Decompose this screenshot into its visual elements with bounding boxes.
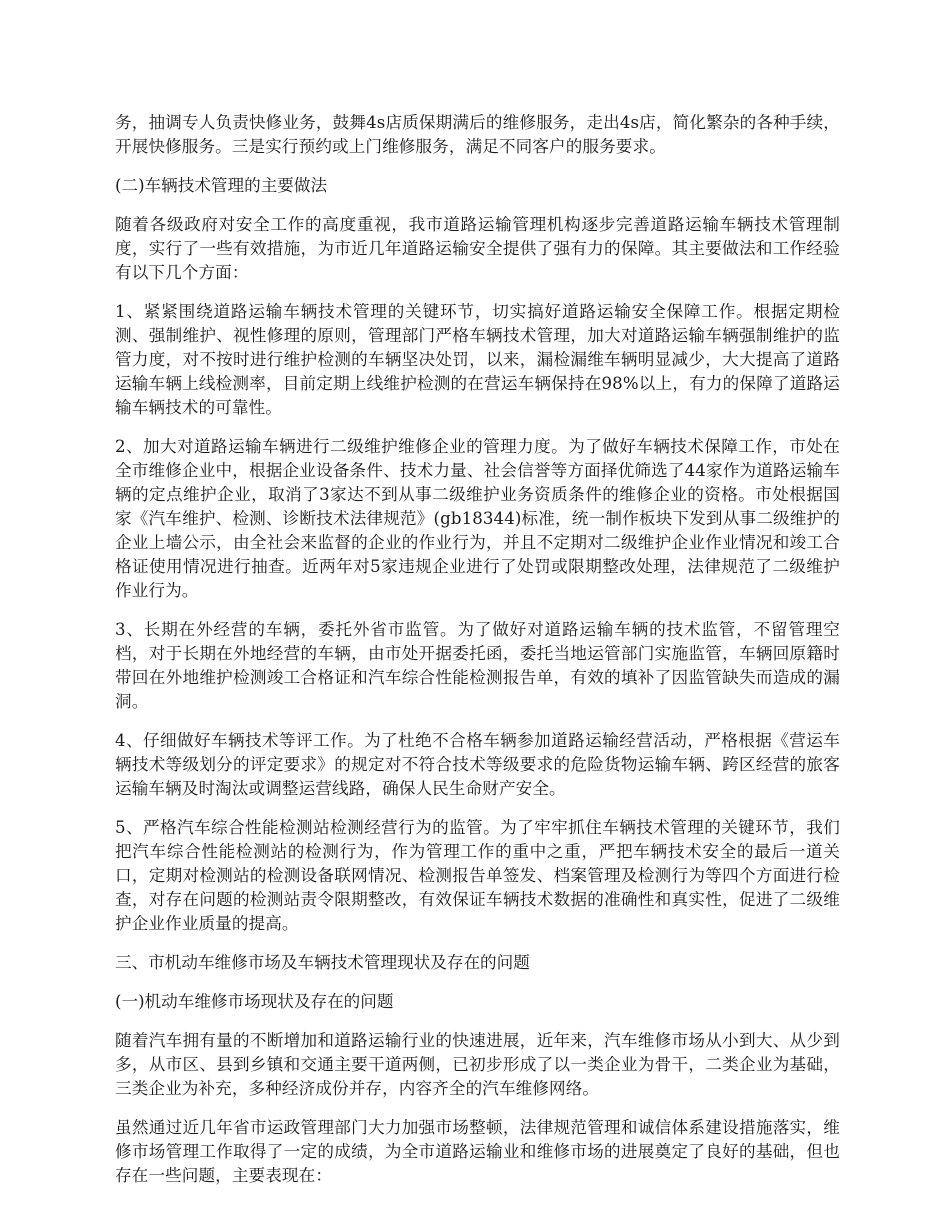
document-page [115, 111, 840, 1203]
section-heading-vehicle-tech-management: (二)车辆技术管理的主要做法 [115, 176, 328, 195]
paragraph-market-status: 随着汽车拥有量的不断增加和道路运输行业的快速进展，近年来，汽车维修市场从小到大、从少到多，从市区、县到乡镇和交通主要干道两侧，已初步形成了以一类企业为骨干，二类企业为基础，三类企业为补充，多种经济成份并存，内容齐全的汽车维修网络。 [115, 1031, 840, 1098]
paragraph-item-3: 3、长期在外经营的车辆，委托外省市监管。为了做好对道路运输车辆的技术监管，不留管理空档，对于长期在外地经营的车辆，由市处开据委托函，委托当地运管部门实施监管，车辆回原籍时带回在外地维护检测竣工合格证和汽车综合性能检测报告单，有效的填补了因监管缺失而造成的漏洞。 [115, 620, 840, 711]
paragraph-overview: 随着各级政府对安全工作的高度重视，我市道路运输管理机构逐步完善道路运输车辆技术管理制度，实行了一些有效措施，为市近几年道路运输安全提供了强有力的保障。其主要做法和工作经验有以下几个方面： [115, 215, 840, 282]
paragraph-item-5: 5、严格汽车综合性能检测站检测经营行为的监管。为了牢牢抓住车辆技术管理的关键环节，我们把汽车综合性能检测站的检测行为，作为管理工作的重中之重，严把车辆技术安全的最后一道关口，定期对检测站的检测设备联网情况、检测报告单签发、档案管理及检测行为等四个方面进行检查，对存在问题的检测站责令限期整改，有效保证车辆技术数据的准确性和真实性，促进了二级维护企业作业质量的提高。 [115, 818, 840, 933]
subsection-heading-repair-market: (一)机动车维修市场现状及存在的问题 [115, 992, 394, 1011]
paragraph-item-1: 1、紧紧围绕道路运输车辆技术管理的关键环节，切实搞好道路运输安全保障工作。根据定期检测、强制维护、视性修理的原则，管理部门严格车辆技术管理，加大对道路运输车辆强制维护的监管力度，对不按时进行维护检测的车辆坚决处罚，以来，漏检漏维车辆明显减少，大大提高了道路运输车辆上线检测率，目前定期上线维护检测的在营运车辆保持在98%以上，有力的保障了道路运输车辆技术的可靠性。 [115, 302, 840, 417]
paragraph-item-2: 2、加大对道路运输车辆进行二级维护维修企业的管理力度。为了做好车辆技术保障工作，市处在全市维修企业中，根据企业设备条件、技术力量、社会信誉等方面择优筛选了44家作为道路运输车辆的定点维护企业，取消了3家达不到从事二级维护业务资质条件的维修企业的资格。市处根据国家《汽车维护、检测、诊断技术法律规范》(gb18344)标准，统一制作板块下发到从事二级维护的企业上墙公示，由全社会来监督的企业的作业行为，并且不定期对二级维护企业作业情况和竣工合格证使用情况进行抽查。近两年对5家违规企业进行了处罚或限期整改处理，法律规范了二级维护作业行为。 [115, 437, 840, 600]
paragraph-market-problems: 虽然通过近几年省市运政管理部门大力加强市场整顿，法律规范管理和诚信体系建设措施落实，维修市场管理工作取得了一定的成绩，为全市道路运输业和维修市场的进展奠定了良好的基础，但也存在一些问题，主要表现在： [115, 1118, 840, 1185]
section-heading-part-3: 三、市机动车维修市场及车辆技术管理现状及存在的问题 [115, 953, 530, 972]
paragraph-item-4: 4、仔细做好车辆技术等评工作。为了杜绝不合格车辆参加道路运输经营活动，严格根据《营运车辆技术等级划分的评定要求》的规定对不符合技术等级要求的危险货物运输车辆、跨区经营的旅客运输车辆及时淘汰或调整运营线路，确保人民生命财产安全。 [115, 731, 840, 798]
paragraph-intro-continuation: 务，抽调专人负责快修业务，鼓舞4s店质保期满后的维修服务，走出4s店，简化繁杂的各种手续，开展快修服务。三是实行预约或上门维修服务，满足不同客户的服务要求。 [115, 113, 840, 156]
